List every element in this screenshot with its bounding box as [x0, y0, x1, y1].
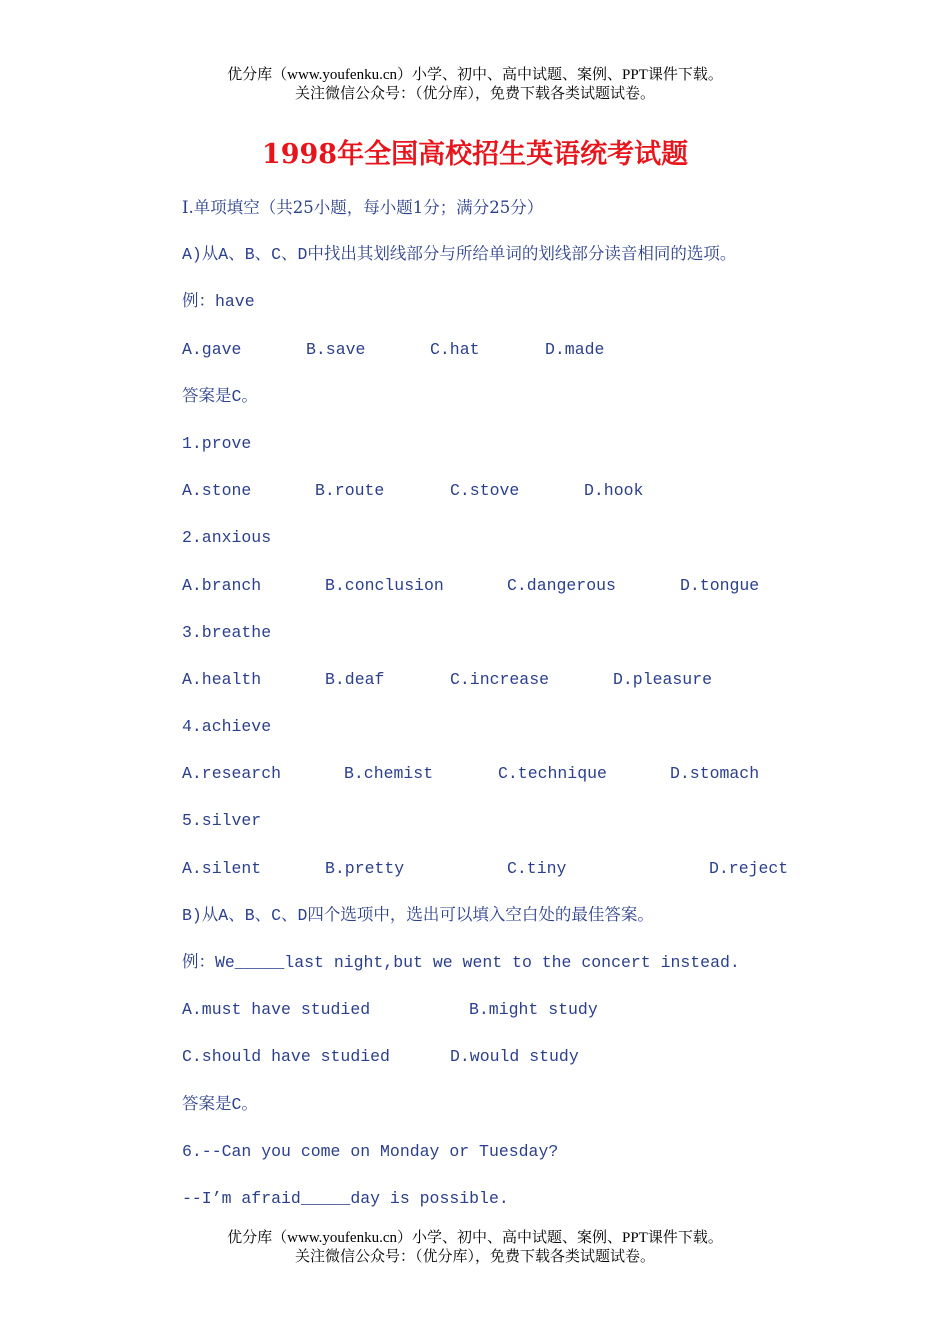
example-word: 例：have: [182, 292, 255, 312]
question-options: [182, 479, 842, 526]
option-a: A.research: [182, 764, 282, 784]
page-header: [0, 66, 950, 104]
option-d: D.reject: [709, 858, 789, 878]
option-d: D.pleasure: [613, 669, 713, 689]
document-title: 1998年全国高校招生英语统考试题: [261, 139, 689, 170]
example-options-row-2: [182, 1045, 842, 1092]
example-options-row-1: [182, 998, 842, 1045]
example-answer: 答案是C。: [182, 1094, 258, 1114]
option-c: C.should have studied: [182, 1047, 390, 1067]
question-options: [182, 857, 842, 904]
question-stem: 3.breathe: [182, 622, 272, 642]
question-options: [182, 574, 842, 621]
option-b: B.save: [306, 339, 366, 359]
part-a-instruction: A)从A、B、C、D中找出其划线部分与所给单词的划线部分读音相同的选项。: [182, 245, 737, 265]
example-sentence: 例：We_____last night,but we went to the concert instead.: [182, 953, 740, 972]
option-b: B.chemist: [344, 764, 434, 784]
question-stem: 5.silver: [182, 811, 262, 831]
footer-line-2: 关注微信公众号：（优分库），免费下载各类试题试卷。: [294, 1249, 655, 1265]
option-b: B.route: [315, 481, 385, 501]
footer-line-1: 优分库（www.youfenku.cn）小学、初中、高中试题、案例、PPT课件下载。: [227, 1230, 723, 1246]
option-a: A.gave: [182, 339, 242, 359]
question-options: [182, 668, 842, 715]
option-b: B.conclusion: [325, 575, 444, 595]
option-d: D.made: [545, 339, 605, 359]
option-a: A.branch: [182, 575, 262, 595]
option-c: C.stove: [450, 481, 520, 501]
option-c: C.dangerous: [507, 575, 616, 595]
header-line-2: 关注微信公众号：（优分库），免费下载各类试题试卷。: [294, 86, 655, 102]
example-options: [182, 338, 842, 385]
option-b: B.pretty: [325, 858, 405, 878]
option-c: C.tiny: [507, 858, 567, 878]
option-a: A.stone: [182, 481, 252, 501]
question-stem: 1.prove: [182, 433, 252, 453]
option-c: C.hat: [430, 339, 480, 359]
option-a: A.health: [182, 669, 262, 689]
option-b: B.might study: [469, 1000, 598, 1020]
option-d: D.hook: [584, 481, 644, 501]
option-b: B.deaf: [325, 669, 385, 689]
section-heading: Ⅰ.单项填空（共25小题，每小题1分；满分25分）: [182, 198, 544, 217]
question-6-line-1: 6.--Can you come on Monday or Tuesday?: [182, 1141, 559, 1161]
part-b-instruction: B)从A、B、C、D四个选项中，选出可以填入空白处的最佳答案。: [182, 905, 654, 925]
header-line-1: 优分库（www.youfenku.cn）小学、初中、高中试题、案例、PPT课件下载。: [227, 67, 723, 83]
option-d: D.stomach: [670, 764, 760, 784]
option-d: D.would study: [450, 1047, 579, 1067]
option-a: A.must have studied: [182, 1000, 371, 1020]
example-answer: 答案是C。: [182, 386, 258, 406]
page-footer: [0, 1229, 950, 1267]
question-6-line-2: --I’m afraid_____day is possible.: [182, 1188, 509, 1208]
document-body: [182, 196, 842, 1234]
question-stem: 2.anxious: [182, 528, 272, 548]
question-options: [182, 762, 842, 809]
option-a: A.silent: [182, 858, 262, 878]
question-stem: 4.achieve: [182, 717, 272, 737]
option-c: C.increase: [450, 669, 550, 689]
option-d: D.tongue: [680, 575, 760, 595]
option-c: C.technique: [498, 764, 607, 784]
